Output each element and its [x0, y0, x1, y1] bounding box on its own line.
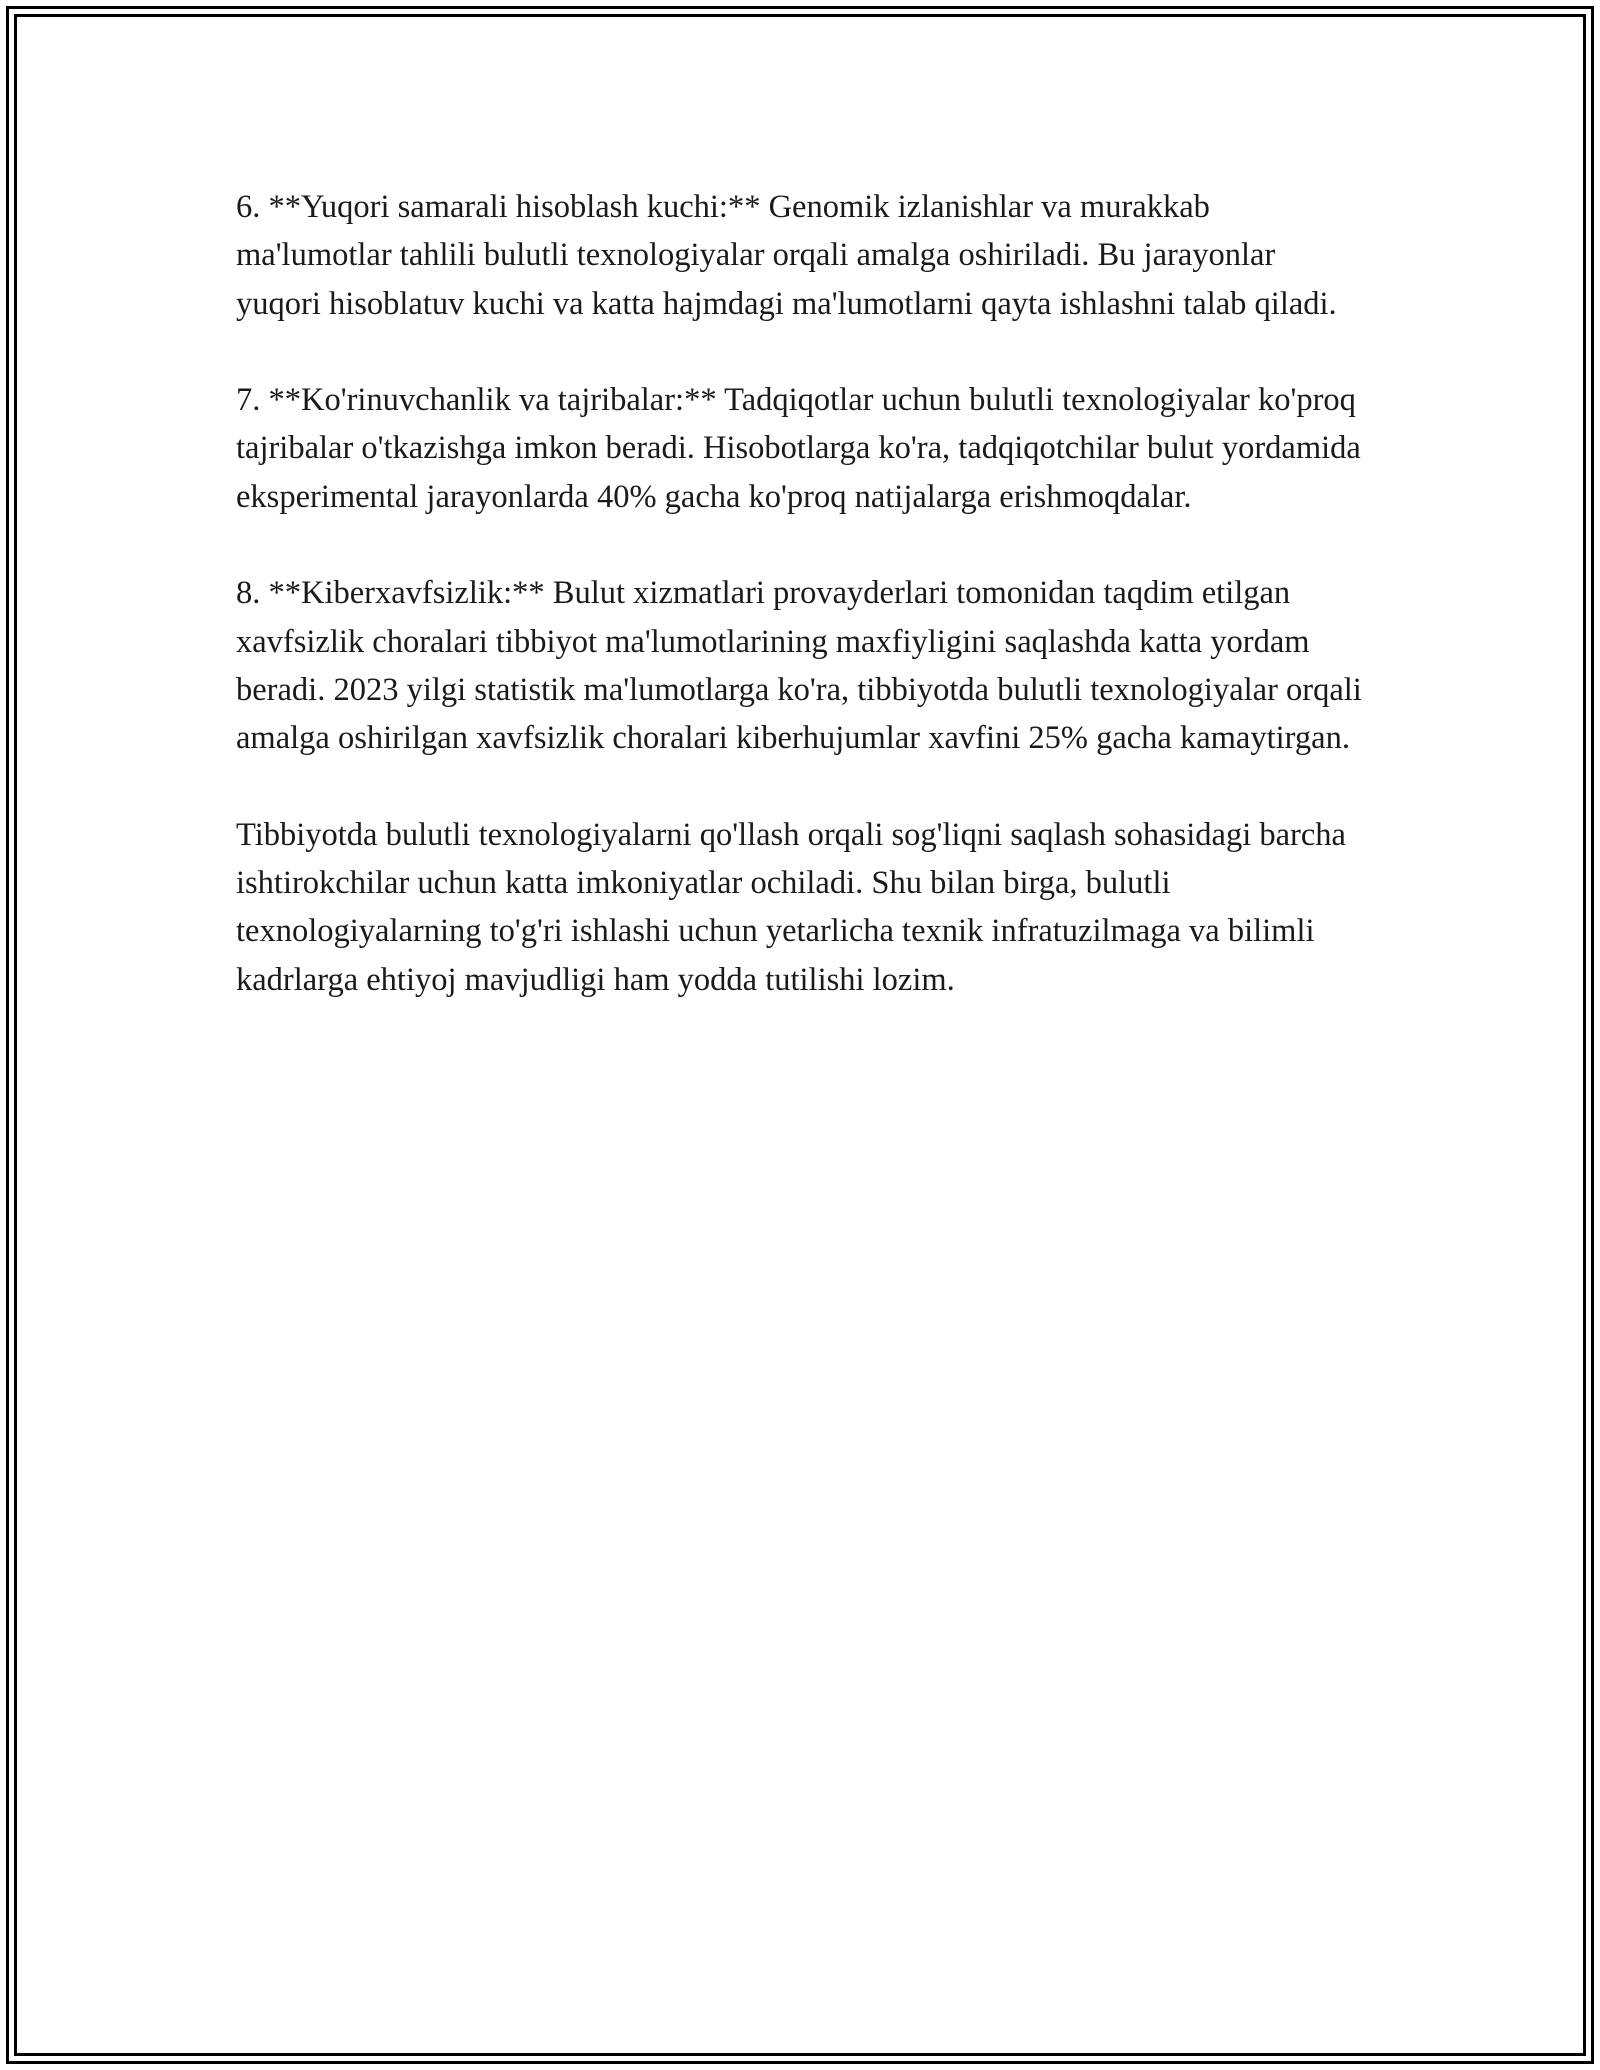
- document-body: [236, 183, 1366, 1004]
- paragraph-high-performance-computing: 6. **Yuqori samarali hisoblash kuchi:** Genomik izlanishlar va murakkab ma'lumotlar tahlili bulutli texnologiyalar orqali amalga oshiriladi. Bu jarayonlar yuqori hisoblatuv kuchi va katta hajmdagi ma'lumotlarni qayta ishlashni talab qiladi.: [236, 189, 1337, 322]
- paragraph-cybersecurity: 8. **Kiberxavfsizlik:** Bulut xizmatlari provayderlari tomonidan taqdim etilgan xavfsizlik choralari tibbiyot ma'lumotlarining maxfiyligini saqlashda katta yordam beradi. 2023 yilgi statistik ma'lumotlarga ko'ra, tibbiyotda bulutli texnologiyalar orqali amalga oshirilgan xavfsizlik choralari kiberhujumlar xavfini 25% gacha kamaytirgan.: [236, 575, 1362, 757]
- paragraph-visibility-experiments: 7. **Ko'rinuvchanlik va tajribalar:** Tadqiqotlar uchun bulutli texnologiyalar ko'proq tajribalar o'tkazishga imkon beradi. Hisobotlarga ko'ra, tadqiqotchilar bulut yordamida eksperimental jarayonlarda 40% gacha ko'proq natijalarga erishmoqdalar.: [236, 382, 1361, 515]
- paragraph-conclusion: Tibbiyotda bulutli texnologiyalarni qo'llash orqali sog'liqni saqlash sohasidagi barcha ishtirokchilar uchun katta imkoniyatlar ochiladi. Shu bilan birga, bulutli texnologiyalarning to'g'ri ishlashi uchun yetarlicha texnik infratuzilmaga va bilimli kadrlarga ehtiyoj mavjudligi ham yodda tutilishi lozim.: [236, 816, 1346, 998]
